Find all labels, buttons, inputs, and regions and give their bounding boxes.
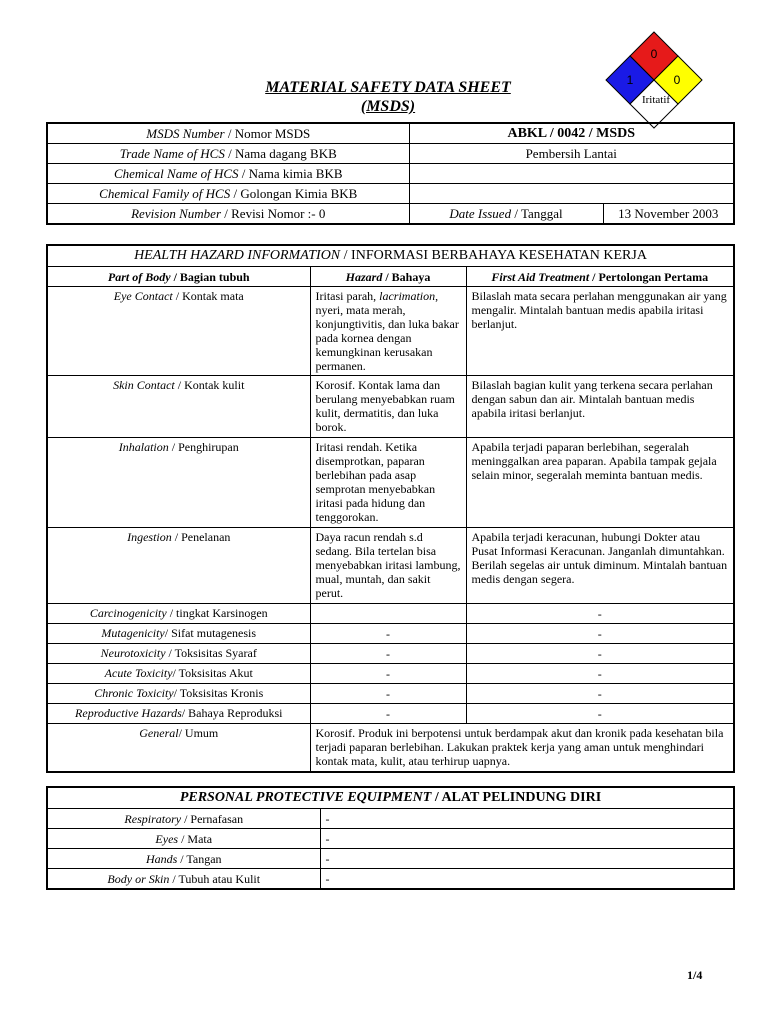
reproductive-hazards-label: Reproductive Hazards/ Bahaya Reproduksi — [47, 704, 310, 724]
table-row — [47, 287, 734, 376]
chronic-toxicity-hazard: - — [310, 684, 466, 704]
reactivity-rating: 0 — [673, 73, 681, 87]
table-row — [47, 664, 734, 684]
table-row — [47, 604, 734, 624]
health-column-header-row — [47, 267, 734, 287]
ppe-heading: PERSONAL PROTECTIVE EQUIPMENT / ALAT PELINDUNG DIRI — [47, 787, 734, 809]
health-heading: HEALTH HAZARD INFORMATION / INFORMASI BERBAHAYA KESEHATAN KERJA — [47, 245, 734, 267]
chemical-name-label: Chemical Name of HCS / Nama kimia BKB — [47, 164, 409, 184]
respiratory-label: Respiratory / Pernafasan — [47, 809, 320, 829]
body-skin-value: - — [320, 869, 734, 890]
mutagenicity-hazard: - — [310, 624, 466, 644]
chronic-toxicity-label: Chronic Toxicity/ Toksisitas Kronis — [47, 684, 310, 704]
revision-label: Revision Number / Revisi Nomor :- 0 — [47, 204, 409, 225]
health-hazard-table — [46, 244, 735, 773]
acute-toxicity-label: Acute Toxicity/ Toksisitas Akut — [47, 664, 310, 684]
document-title — [200, 78, 576, 116]
identification-table — [46, 122, 735, 225]
general-text: Korosif. Produk ini berpotensi untuk berdampak akut dan kronik pada kesehatan bila terjadi paparan berlebihan. Lakukan praktek kerja yang aman untuk menghindari kontak mata, kulit, atau terhirup uapnya. — [310, 724, 734, 772]
carcinogenicity-first-aid: - — [466, 604, 734, 624]
chronic-toxicity-first-aid: - — [466, 684, 734, 704]
table-row — [47, 809, 734, 829]
chemical-family-value — [409, 184, 734, 204]
chemical-name-row — [47, 164, 734, 184]
page-number: 1/4 — [687, 968, 703, 982]
table-row — [47, 724, 734, 772]
mutagenicity-first-aid: - — [466, 624, 734, 644]
acute-toxicity-first-aid: - — [466, 664, 734, 684]
acute-toxicity-hazard: - — [310, 664, 466, 684]
trade-name-row — [47, 144, 734, 164]
ingestion-label: Ingestion / Penelanan — [47, 528, 310, 604]
table-row — [47, 869, 734, 890]
mutagenicity-label: Mutagenicity/ Sifat mutagenesis — [47, 624, 310, 644]
ppe-table — [46, 786, 735, 890]
ppe-heading-row — [47, 787, 734, 809]
body-skin-label: Body or Skin / Tubuh atau Kulit — [47, 869, 320, 890]
hands-value: - — [320, 849, 734, 869]
trade-name-value: Pembersih Lantai — [409, 144, 734, 164]
inhalation-label: Inhalation / Penghirupan — [47, 438, 310, 528]
table-row — [47, 624, 734, 644]
health-rating: 1 — [626, 73, 634, 87]
col-header-hazard: Hazard / Bahaya — [310, 267, 466, 287]
flammability-rating: 0 — [650, 47, 658, 61]
date-issued-label: Date Issued / Tanggal — [409, 204, 603, 225]
nfpa-hazard-diamond — [604, 30, 704, 130]
neurotoxicity-first-aid: - — [466, 644, 734, 664]
neurotoxicity-hazard: - — [310, 644, 466, 664]
table-row — [47, 438, 734, 528]
msds-number-value: ABKL / 0042 / MSDS — [409, 123, 734, 144]
chemical-family-label: Chemical Family of HCS / Golongan Kimia BKB — [47, 184, 409, 204]
title-line-2: (MSDS) — [360, 98, 416, 115]
col-header-first-aid: First Aid Treatment / Pertolongan Pertama — [466, 267, 734, 287]
eye-contact-label: Eye Contact / Kontak mata — [47, 287, 310, 376]
special-hazard-label: Iritatif — [641, 94, 671, 106]
msds-number-row — [47, 123, 734, 144]
revision-row — [47, 204, 734, 225]
respiratory-value: - — [320, 809, 734, 829]
eye-contact-hazard: Iritasi parah, lacrimation, nyeri, mata merah, konjungtivitis, dan luka bakar pada kornea dengan kemungkinan kerusakan permanen. — [310, 287, 466, 376]
skin-contact-hazard: Korosif. Kontak lama dan berulang menyebabkan ruam kulit, dermatitis, dan luka borok. — [310, 376, 466, 438]
ingestion-first-aid: Apabila terjadi keracunan, hubungi Dokter atau Pusat Informasi Keracunan. Janganlah dimuntahkan. Berilah segelas air untuk diminum. Mintalah bantuan medis dengan segera. — [466, 528, 734, 604]
reproductive-hazards-hazard: - — [310, 704, 466, 724]
skin-contact-label: Skin Contact / Kontak kulit — [47, 376, 310, 438]
date-issued-value: 13 November 2003 — [603, 204, 734, 225]
trade-name-label: Trade Name of HCS / Nama dagang BKB — [47, 144, 409, 164]
eyes-value: - — [320, 829, 734, 849]
reproductive-hazards-first-aid: - — [466, 704, 734, 724]
chemical-family-row — [47, 184, 734, 204]
msds-number-label: MSDS Number / Nomor MSDS — [47, 123, 409, 144]
skin-contact-first-aid: Bilaslah bagian kulit yang terkena secara perlahan dengan sabun dan air. Mintalah bantuan medis apabila iritasi berlanjut. — [466, 376, 734, 438]
chemical-name-value — [409, 164, 734, 184]
eyes-label: Eyes / Mata — [47, 829, 320, 849]
table-row — [47, 684, 734, 704]
health-heading-row — [47, 245, 734, 267]
neurotoxicity-label: Neurotoxicity / Toksisitas Syaraf — [47, 644, 310, 664]
carcinogenicity-label: Carcinogenicity / tingkat Karsinogen — [47, 604, 310, 624]
col-header-part-of-body: Part of Body / Bagian tubuh — [47, 267, 310, 287]
table-row — [47, 704, 734, 724]
table-row — [47, 528, 734, 604]
inhalation-hazard: Iritasi rendah. Ketika disemprotkan, paparan berlebihan pada asap semprotan menyebabkan iritasi pada hidung dan tenggorokan. — [310, 438, 466, 528]
table-row — [47, 644, 734, 664]
table-row — [47, 376, 734, 438]
eye-contact-first-aid: Bilaslah mata secara perlahan menggunakan air yang mengalir. Mintalah bantuan medis apabila iritasi berlanjut. — [466, 287, 734, 376]
title-line-1: MATERIAL SAFETY DATA SHEET — [265, 79, 511, 96]
general-label: General/ Umum — [47, 724, 310, 772]
hands-label: Hands / Tangan — [47, 849, 320, 869]
table-row — [47, 829, 734, 849]
carcinogenicity-hazard — [310, 604, 466, 624]
inhalation-first-aid: Apabila terjadi paparan berlebihan, segeralah meninggalkan area paparan. Apabila tampak gejala selain minor, segeralah meminta bantuan medis. — [466, 438, 734, 528]
ingestion-hazard: Daya racun rendah s.d sedang. Bila tertelan bisa menyebabkan iritasi lambung, mual, muntah, dan sakit perut. — [310, 528, 466, 604]
table-row — [47, 849, 734, 869]
